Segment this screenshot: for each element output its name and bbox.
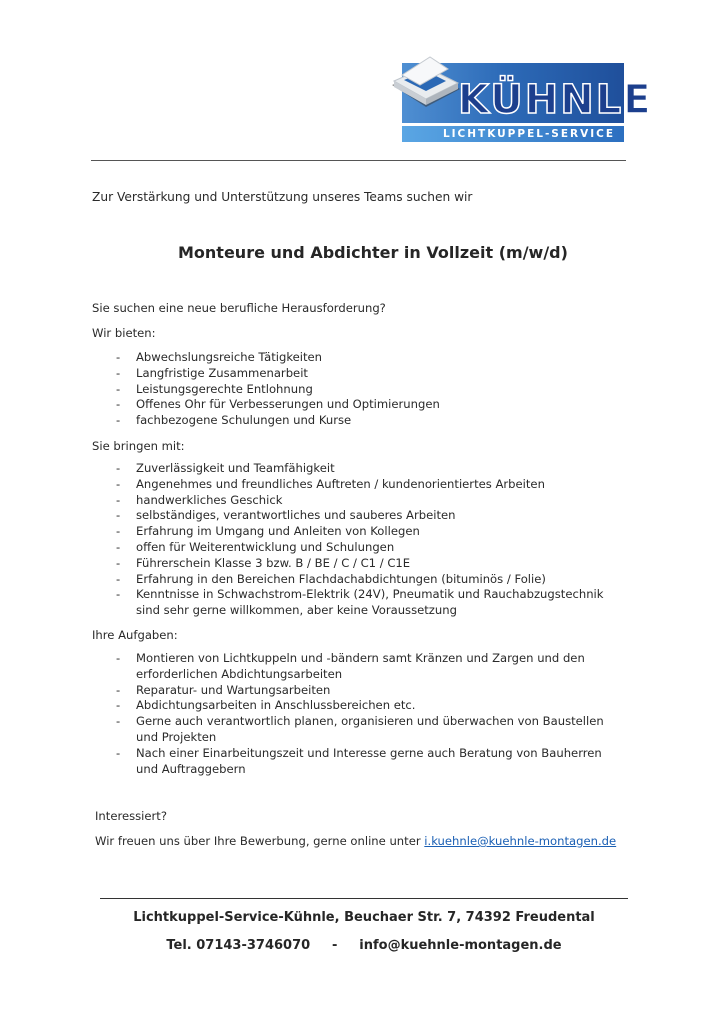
company-logo (390, 55, 653, 143)
dash-bullet: - (116, 651, 121, 665)
dash-bullet: - (116, 381, 121, 396)
dash-bullet: - (116, 698, 121, 713)
requirements-list (116, 461, 616, 619)
dash-bullet: - (116, 587, 121, 602)
requirement-item: Führerschein Klasse 3 bzw. B / BE / C / C1 / C1E (136, 555, 411, 570)
requirement-item: offen für Weiterentwicklung und Schulungen (136, 539, 395, 554)
offer-list (116, 350, 440, 429)
tasks-list (116, 651, 626, 777)
list-item (116, 651, 626, 683)
task-item: Gerne auch verantwortlich planen, organisieren und überwachen von Baustellen und Projekten (136, 714, 604, 744)
offer-item: Offenes Ohr für Verbesserungen und Optimierungen (136, 397, 440, 412)
intro-text: Zur Verstärkung und Unterstützung unseres Teams suchen wir (92, 190, 473, 204)
requirement-item: Kenntnisse in Schwachstrom-Elektrik (24V), Pneumatik und Rauchabzugstechnik sind sehr gerne willkommen, aber keine Voraussetzung (136, 587, 604, 618)
requirement-item: Zuverlässigkeit und Teamfähigkeit (136, 461, 335, 475)
list-item (116, 461, 616, 477)
offer-item: Leistungsgerechte Entlohnung (136, 381, 313, 396)
list-item (116, 698, 626, 714)
list-item (116, 683, 626, 699)
list-item (116, 493, 616, 509)
apply-email-link[interactable]: i.kuehnle@kuehnle-montagen.de (424, 834, 617, 848)
requirements-heading: Sie bringen mit: (92, 439, 185, 453)
interested-text: Interessiert? (95, 809, 167, 823)
list-item (116, 382, 440, 398)
list-item (116, 350, 440, 366)
list-item (116, 572, 616, 588)
requirement-item: Angenehmes und freundliches Auftreten / kundenorientiertes Arbeiten (136, 476, 545, 491)
dash-bullet: - (116, 555, 121, 570)
dash-bullet: - (116, 365, 121, 380)
requirement-item: Erfahrung im Umgang und Anleiten von Kollegen (136, 524, 420, 539)
list-item (116, 540, 616, 556)
task-item: Reparatur- und Wartungsarbeiten (136, 682, 331, 697)
task-item: Nach einer Einarbeitungszeit und Interesse gerne auch Beratung von Bauherren und Auftraggebern (136, 745, 602, 776)
offer-item: Abwechslungsreiche Tätigkeiten (136, 350, 323, 364)
dash-bullet: - (116, 682, 121, 697)
list-item (116, 587, 616, 619)
list-item (116, 556, 616, 572)
dash-bullet: - (116, 571, 121, 586)
footer-address: Lichtkuppel-Service-Kühnle, Beuchaer Str. 7, 74392 Freudental (133, 910, 595, 925)
question-text: Sie suchen eine neue berufliche Herausforderung? (92, 301, 386, 315)
dash-bullet: - (116, 745, 121, 760)
logo-brand-text: KÜHNLE (458, 77, 653, 123)
footer-contact (100, 938, 628, 953)
footer-separator: - (332, 938, 338, 953)
list-item (116, 524, 616, 540)
dash-bullet: - (116, 508, 121, 523)
list-item (116, 477, 616, 493)
list-item (116, 746, 626, 778)
dash-bullet: - (116, 397, 121, 412)
job-title: Monteure und Abdichter in Vollzeit (m/w/d) (178, 243, 568, 262)
footer-phone: Tel. 07143-3746070 (166, 938, 311, 953)
logo-tagline: LICHTKUPPEL-SERVICE (442, 128, 616, 140)
dash-bullet: - (116, 539, 121, 554)
dash-bullet: - (116, 476, 121, 491)
dash-bullet: - (116, 461, 121, 475)
task-item: Abdichtungsarbeiten in Anschlussbereichen etc. (136, 698, 416, 713)
list-item (116, 714, 626, 746)
requirement-item: handwerkliches Geschick (136, 492, 283, 507)
offer-item: fachbezogene Schulungen und Kurse (136, 413, 352, 428)
requirement-item: Erfahrung in den Bereichen Flachdachabdichtungen (bituminös / Folie) (136, 571, 546, 586)
task-item: Montieren von Lichtkuppeln und -bändern samt Kränzen und Zargen und den erforderlichen Abdichtungsarbeiten (136, 651, 585, 681)
offer-item: Langfristige Zusammenarbeit (136, 365, 308, 380)
dash-bullet: - (116, 492, 121, 507)
list-item (116, 413, 440, 429)
bottom-divider (100, 898, 628, 899)
dash-bullet: - (116, 413, 121, 428)
list-item (116, 397, 440, 413)
offer-heading: Wir bieten: (92, 326, 156, 340)
apply-line (95, 834, 616, 849)
tasks-heading: Ihre Aufgaben: (92, 628, 178, 642)
apply-text: Wir freuen uns über Ihre Bewerbung, gerne online unter (95, 834, 421, 848)
requirement-item: selbständiges, verantwortliches und sauberes Arbeiten (136, 508, 456, 523)
list-item (116, 508, 616, 524)
dash-bullet: - (116, 524, 121, 539)
footer-email: info@kuehnle-montagen.de (359, 938, 562, 953)
dash-bullet: - (116, 350, 121, 364)
list-item (116, 366, 440, 382)
dash-bullet: - (116, 714, 121, 729)
top-divider (91, 160, 626, 161)
